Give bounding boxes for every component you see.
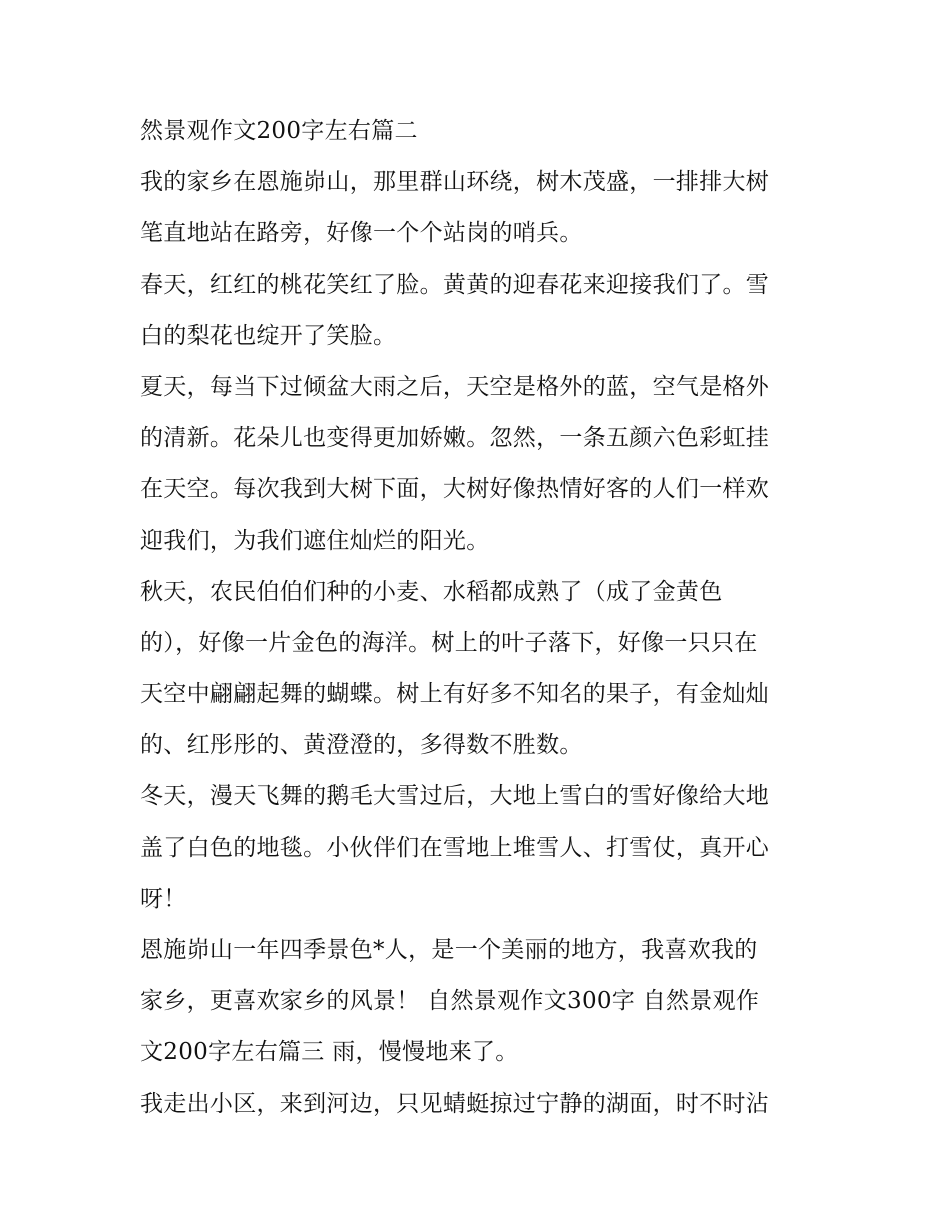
essay-text bbox=[140, 106, 820, 1130]
text-line: 盖了白色的地毯。小伙伴们在雪地上堆雪人、打雪仗，真开心 bbox=[140, 834, 770, 861]
text-line: 的清新。花朵儿也变得更加娇嫩。忽然，一条五颜六色彩虹挂 bbox=[140, 425, 770, 452]
text-line: 恩施峁山一年四季景色*人，是一个美丽的地方，我喜欢我的 bbox=[140, 937, 758, 963]
text-line: 呀！ bbox=[140, 885, 187, 912]
text-line: 冬天，漫天飞舞的鹅毛大雪过后，大地上雪白的雪好像给大地 bbox=[140, 783, 770, 810]
text-line: 天空中翩翩起舞的蝴蝶。树上有好多不知名的果子，有金灿灿 bbox=[140, 681, 770, 708]
text-line: 迎我们，为我们遮住灿烂的阳光。 bbox=[140, 527, 490, 554]
text-line: 我的家乡在恩施峁山，那里群山环绕，树木茂盛，一排排大树 bbox=[140, 169, 770, 196]
text-line: 白的梨花也绽开了笑脸。 bbox=[140, 322, 397, 349]
text-line: 家乡，更喜欢家乡的风景！ 自然景观作文300字 自然景观作 bbox=[140, 988, 760, 1015]
text-line: 我走出小区，来到河边，只见蜻蜓掠过宁静的湖面，时不时沾 bbox=[140, 1090, 770, 1117]
text-line: 的、红彤彤的、黄澄澄的，多得数不胜数。 bbox=[140, 732, 583, 759]
text-line: 秋天，农民伯伯们种的小麦、水稻都成熟了（成了金黄色 bbox=[140, 578, 723, 605]
text-line: 夏天，每当下过倾盆大雨之后，天空是格外的蓝，空气是格外 bbox=[140, 373, 770, 400]
text-line: 笔直地站在路旁，好像一个个站岗的哨兵。 bbox=[140, 220, 583, 247]
text-line: 春天，红红的桃花笑红了脸。黄黄的迎春花来迎接我们了。雪 bbox=[140, 271, 770, 298]
text-line: 在天空。每次我到大树下面，大树好像热情好客的人们一样欢 bbox=[140, 476, 770, 503]
text-line: 的），好像一片金色的海洋。树上的叶子落下，好像一只只在 bbox=[140, 629, 758, 656]
text-line: 文200字左右篇三 雨，慢慢地来了。 bbox=[140, 1039, 519, 1066]
text-line: 然景观作文200字左右篇二 bbox=[140, 118, 418, 144]
